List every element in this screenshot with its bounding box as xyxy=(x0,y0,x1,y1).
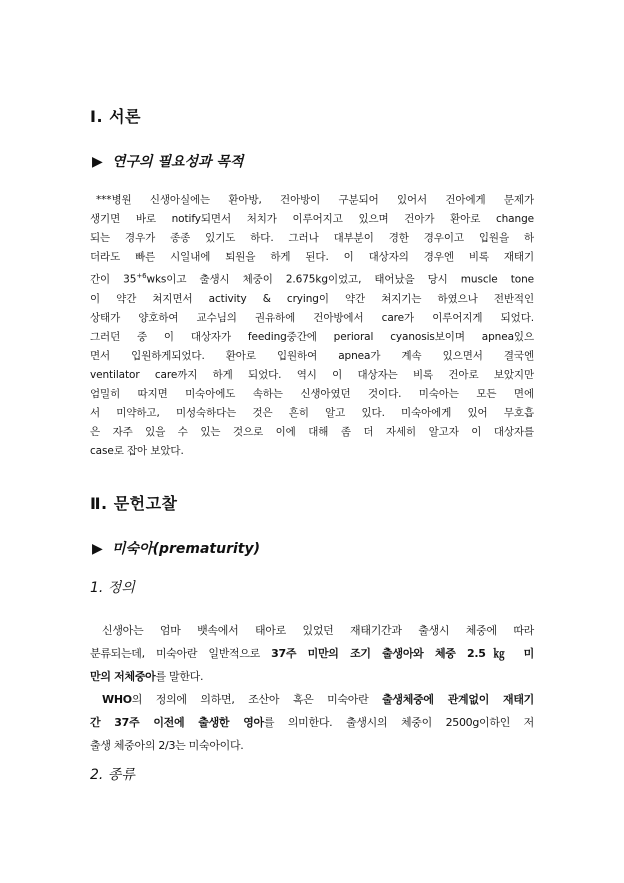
text-line: 출생 체중아의 2/3는 미숙아이다. xyxy=(90,739,244,752)
intro-paragraph xyxy=(90,191,534,461)
subsection-heading-label: 미숙아(prematurity) xyxy=(112,541,261,557)
definition-paragraph xyxy=(90,619,534,757)
bold-text: 간 37주 이전에 출생한 영아 xyxy=(90,716,264,729)
heading-definition: 1. 정의 xyxy=(90,580,135,596)
section-heading-introduction: Ⅰ. 서론 xyxy=(90,107,142,126)
text-line: case로 잡아 보았다. xyxy=(90,444,184,457)
text-line: 은 자주 있을 수 있는 것으로 이에 대해 좀 더 자세히 알고자 이 대상자를 xyxy=(90,425,534,438)
text-line: 서 미약하고, 미성숙하다는 것은 흔히 알고 있다. 미숙아에게 있어 무호흡 xyxy=(90,406,534,419)
text-line: 엄밀히 따지면 미숙아에도 속하는 신생아였던 것이다. 미숙아는 모든 면에 xyxy=(90,387,534,400)
text-line: 신생아는 엄마 뱃속에서 태아로 있었던 재태기간과 출생시 체중에 따라 xyxy=(102,624,534,637)
text-line: 간이 $35^{+6}wks$이고 출생시 체중이 2.675kg이었고, 태어났을 당시 muscle tone xyxy=(90,272,534,286)
bold-text: 출생체중에 관계없이 재태기 xyxy=(382,693,534,706)
text-line: 생기면 바로 notify되면서 처치가 이루어지고 있으며 건아가 환아로 change xyxy=(90,213,534,225)
triangle-bullet-icon: ▶ xyxy=(92,541,103,557)
superscript: +6 xyxy=(136,272,147,280)
heading-types: 2. 종류 xyxy=(90,767,135,783)
subsection-heading-need-and-purpose xyxy=(92,151,243,171)
text-line: ventilator care까지 하게 되었다. 역시 이 대상자는 비록 건아로 보았지만 xyxy=(90,368,534,381)
bold-text: 만의 저체중아 xyxy=(90,670,156,683)
text-line: 만의 저체중아를 말한다. xyxy=(90,670,204,683)
section-heading-literature-review: Ⅱ. 문헌고찰 xyxy=(90,494,178,513)
subsection-heading-label: 연구의 필요성과 목적 xyxy=(112,154,244,170)
text-line: 상태가 양호하여 교수님의 권유하에 건아방에서 care가 이루어지게 되었다. xyxy=(90,311,534,324)
text-line: ***병원 신생아실에는 환아방, 건아방이 구분되어 있어서 건아에게 문제가 xyxy=(96,194,534,206)
bold-text: WHO xyxy=(102,693,132,706)
text-line: 간 37주 이전에 출생한 영아를 의미한다. 출생시의 체중이 2500g이하인 저 xyxy=(90,716,535,729)
triangle-bullet-icon: ▶ xyxy=(92,154,103,170)
text-line: 더라도 빠른 시일내에 퇴원을 하게 된다. 이 대상자의 경우엔 비록 재태기 xyxy=(90,251,534,263)
text-line: 그러던 중 이 대상자가 feeding중간에 perioral cyanosis보이며 apnea있으 xyxy=(90,330,534,343)
text-line: WHO의 정의에 의하면, 조산아 혹은 미숙아란 출생체중에 관계없이 재태기 xyxy=(102,693,534,706)
bold-text: 37주 미만의 조기 출생아와 체중 2.5㎏ 미 xyxy=(271,647,534,660)
text-line: 이 약간 쳐지면서 activity & crying이 약간 쳐지기는 하였으나 전반적인 xyxy=(90,292,534,305)
text-line: 되는 경우가 종종 있기도 하다. 그러나 대부분이 경한 경우이고 입원을 하 xyxy=(90,232,534,244)
text-line: 분류되는데, 미숙아란 일반적으로 37주 미만의 조기 출생아와 체중 2.5㎏ 미 xyxy=(90,647,534,660)
text-line: 면서 입원하게되었다. 환아로 입원하여 apnea가 계속 있으면서 결국엔 xyxy=(90,349,534,362)
subsection-heading-prematurity xyxy=(92,538,260,558)
